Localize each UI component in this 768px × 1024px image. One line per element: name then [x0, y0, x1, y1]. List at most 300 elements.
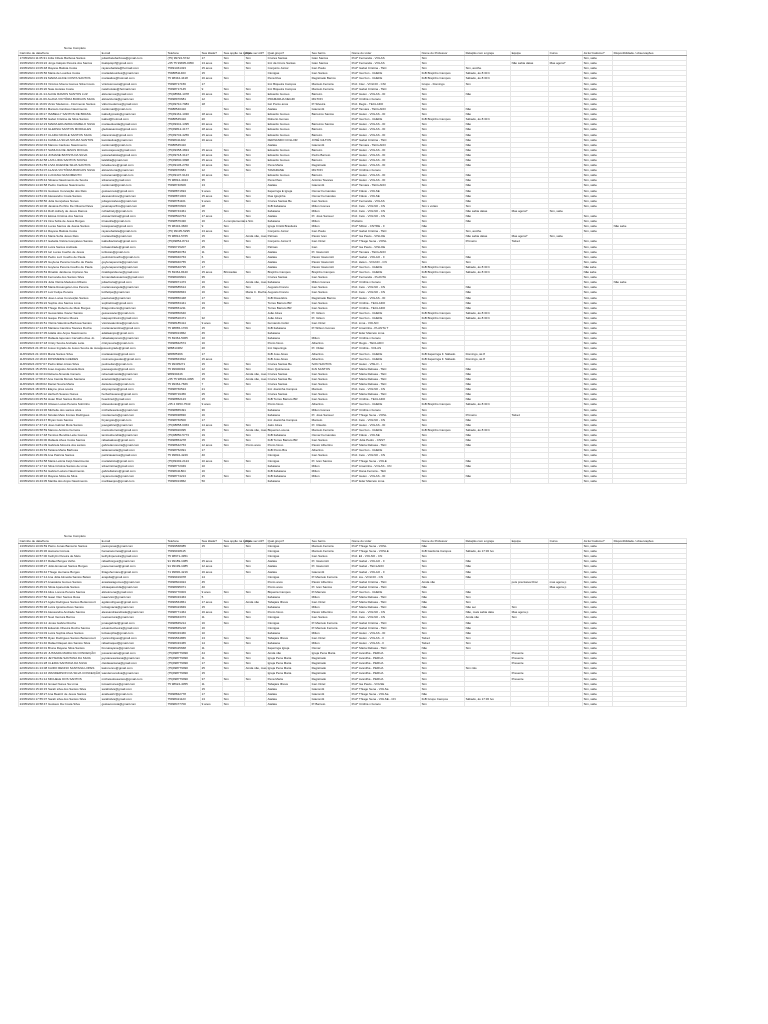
- table-row: [19, 152, 687, 157]
- table-cell: huanbraz@gmail.com: [101, 397, 167, 402]
- table-cell: 16 anos: [201, 91, 223, 96]
- table-cell: IGB Itaperinga F. Sábado: [421, 356, 465, 361]
- table-cell: 10/05/2024 15:18:10 Luiza Santos Andrade: [19, 244, 101, 249]
- table-cell: 15: [201, 671, 223, 676]
- table-cell: Sim, sabe: [583, 203, 613, 208]
- table-cell: 09/05/2024 14:20:41 KAMILLA SILVA SOUZA SANTOS: [19, 137, 101, 142]
- table-cell: 75998920095: [167, 427, 201, 432]
- table-cell: 9: [201, 224, 223, 229]
- table-row: [19, 620, 687, 625]
- table-cell: Sim, sabe: [583, 691, 613, 696]
- table-cell: viktormedeiros@gmail.com: [101, 101, 167, 106]
- table-cell: 75998604024: [167, 579, 201, 584]
- table-cell: Prof* Fernanda - VOLAS: [351, 56, 421, 61]
- table-cell: (75)99854-8714: [167, 239, 201, 244]
- table-cell: Não: [465, 392, 511, 397]
- table-cell: Sábado, às 17:30 Ivo: [465, 696, 511, 701]
- table-cell: 75999919078: [167, 574, 201, 579]
- table-row: [19, 224, 687, 229]
- table-cell: mariasofia@gmail.com: [101, 234, 167, 239]
- column-header: Nome do Líder: [351, 539, 421, 544]
- table-cell: Itabaiana: [267, 331, 311, 336]
- table-cell: anajulia@gmail.com: [101, 574, 167, 579]
- table-cell: Prof* Isabel Cristina - TEC: [351, 86, 421, 91]
- table-cell: 14/05/2024 06:58:59 Marcos Antônio Ferreira: [19, 427, 101, 432]
- table-cell: 75 98624-4055: [167, 681, 201, 686]
- table-cell: Prof* Guzzon - CHEFE: [351, 427, 421, 432]
- table-cell: 12 anos: [201, 564, 223, 569]
- table-cell: Clonigas: [267, 549, 311, 554]
- table-cell: Ivan Santos: [311, 392, 351, 397]
- table-cell: luizaandrade@gmail.com: [101, 244, 167, 249]
- table-row: [19, 589, 687, 594]
- table-cell: Sim: [465, 81, 511, 86]
- table-row: [19, 473, 687, 478]
- table-cell: 75998845214: [167, 620, 201, 625]
- table-row: [19, 203, 687, 208]
- table-cell: Não: [465, 433, 511, 438]
- table-cell: Sim: [245, 61, 267, 66]
- table-cell: Sim, sabe: [583, 549, 613, 554]
- table-row: [19, 239, 687, 244]
- table-cell: Barreiro: [311, 132, 351, 137]
- table-cell: 09/05/2024 13:45:47 CLARA NICOLE SANTOS SILVA: [19, 132, 101, 137]
- table-cell: 15 anos: [201, 157, 223, 162]
- table-row: [19, 702, 687, 707]
- table-cell: Prof* Milton - CNTRE - II: [351, 224, 421, 229]
- table-cell: Igreja Pena Maria: [311, 651, 351, 656]
- table-cell: (75)99161-1030: [167, 112, 201, 117]
- table-cell: 16: [201, 620, 223, 625]
- table-cell: 10 anos: [201, 173, 223, 178]
- table-cell: Isic Ponto anos: [267, 101, 311, 106]
- table-cell: Sim, sabe: [583, 86, 613, 91]
- column-header: Curso: [549, 539, 583, 544]
- table-cell: Sim: [421, 122, 465, 127]
- table-cell: Igreja Pena Maria: [267, 661, 311, 666]
- table-cell: Sim: [421, 244, 465, 249]
- table-cell: 9 anos: [201, 702, 223, 707]
- table-cell: Tabajara Ilhéus: [267, 681, 311, 686]
- table-cell: Marcelo Ferreira: [311, 427, 351, 432]
- table-cell: Sim, sabe: [583, 412, 613, 417]
- table-cell: Milton: [311, 219, 351, 224]
- table-cell: Sim: [245, 326, 267, 331]
- table-cell: isabellyprado@gmail.com: [101, 112, 167, 117]
- table-cell: Sim, sabe: [583, 56, 613, 61]
- table-cell: 75998502764: [167, 214, 201, 219]
- table-cell: 75999568085: [167, 544, 201, 549]
- table-cell: Sim: [421, 178, 465, 183]
- table-cell: Marcelo Ferreira: [311, 544, 351, 549]
- table-cell: Sim: [245, 640, 267, 645]
- table-cell: Sim, sabe: [583, 275, 613, 280]
- table-cell: 17: [201, 691, 223, 696]
- table-cell: [613, 478, 687, 483]
- table-cell: Sim: [421, 377, 465, 382]
- table-cell: Cruzes Santas Be: [267, 361, 311, 366]
- column-header: Seu bairro: [311, 51, 351, 56]
- table-cell: 988814382: [167, 346, 201, 351]
- table-cell: Biqueira Lucena: [267, 427, 311, 432]
- table-cell: Não: [465, 157, 511, 162]
- table-cell: 09/05/2024 13:17:16 GLEDSIA SANTOS MORALLES: [19, 127, 101, 132]
- table-cell: Prof* Thiago Sena - VOLSa: [351, 691, 421, 696]
- table-cell: Sim: [245, 188, 267, 193]
- table-cell: Sim: [223, 702, 245, 707]
- table-cell: Não: [465, 473, 511, 478]
- table-cell: Jairo Alves: [267, 422, 311, 427]
- table-cell: Sábado, às 8:30 Ii: [465, 270, 511, 275]
- table-cell: 75998717145: [167, 86, 201, 91]
- table-cell: Sim: [421, 193, 465, 198]
- table-cell: Não: [465, 417, 511, 422]
- table-row: [19, 219, 687, 224]
- table-cell: 09/05/2024 15:02:03 Marcos Cardoso Nascimento: [19, 142, 101, 147]
- table-row: [19, 310, 687, 315]
- table-cell: Mas agora?: [549, 61, 583, 66]
- table-cell: Atalaia: [267, 559, 311, 564]
- table-cell: Prof* Guzzon - CHEFE: [351, 402, 421, 407]
- table-cell: rayanebatista@gmail.com: [101, 229, 167, 234]
- table-cell: Pena Maria: [267, 163, 311, 168]
- table-row: [19, 295, 687, 300]
- table-cell: 15: [201, 285, 223, 290]
- table-cell: Sim, sabe: [583, 681, 613, 686]
- table-cell: 14/05/2024 13:17:14 Ana Júlia Almeida Santos Belém: [19, 574, 101, 579]
- table-cell: mas agora p: [549, 579, 583, 584]
- table-cell: lucasjuana@gmail.com: [101, 224, 167, 229]
- table-cell: Sim: [223, 651, 245, 656]
- table-cell: Sim: [421, 147, 465, 152]
- table-cell: Sim, sabe: [583, 377, 613, 382]
- table-cell: 75998940755: [167, 259, 201, 264]
- table-cell: Sim: [223, 615, 245, 620]
- table-cell: Prof* Guzzon - CHEFE: [351, 264, 421, 269]
- table-cell: Sim: [223, 666, 245, 671]
- table-cell: Pastor Giacomitt: [311, 264, 351, 269]
- table-cell: 15: [201, 427, 223, 432]
- table-cell: 25: [201, 392, 223, 397]
- table-cell: 11: [201, 615, 223, 620]
- table-row: [19, 564, 687, 569]
- table-cell: 14/05/2024 13:49:54 Tatiana Maria Barbosa: [19, 448, 101, 453]
- table-cell: Atalaia: [267, 259, 311, 264]
- table-cell: 75998968843: [167, 290, 201, 295]
- table-cell: Ainda não: [421, 579, 465, 584]
- table-cell: Prof* Guzzon - CHEFE: [351, 71, 421, 76]
- table-row: [19, 630, 687, 635]
- table-cell: 11/05/2024 20:57:07 Pedro Elian Arcas Silva: [19, 361, 101, 366]
- table-cell: Marcelo: [311, 387, 351, 392]
- table-cell: Prof. Lia - VOLNO - CN: [351, 574, 421, 579]
- table-cell: Prof* Fernanda - VOLAS: [351, 61, 421, 66]
- table-cell: 16: [201, 219, 223, 224]
- table-cell: [511, 702, 549, 707]
- table-cell: Sim: [223, 443, 245, 448]
- table-cell: Sim: [421, 91, 465, 96]
- table-cell: kairorenno@gmail.com: [101, 666, 167, 671]
- table-cell: 14/05/2024 10:46:00 Rafaela Alves Costa Santos: [19, 438, 101, 443]
- table-cell: Sim: [421, 219, 465, 224]
- column-header: Pode ser útil?: [245, 51, 267, 56]
- table-cell: Sábado, às 8:30 Ii: [465, 76, 511, 81]
- table-cell: 13: [201, 183, 223, 188]
- table-cell: Sim: [421, 249, 465, 254]
- table-cell: Sim: [245, 559, 267, 564]
- table-cell: Pr.Marcelo: [311, 589, 351, 594]
- table-cell: 13/05/2024 17:47:23 Joao Gabriel Mota Santos: [19, 422, 101, 427]
- table-cell: 13/05/2024 13:48:47 Rafael Borges Velho: [19, 559, 101, 564]
- table-cell: 10/05/2024 20:37:35 Adalia dos Anjos Nascimento: [19, 331, 101, 336]
- column-header: Carimbo de data/hora: [19, 539, 101, 544]
- table-cell: Sim: [245, 635, 267, 640]
- table-cell: joaogabriel@gmail.com: [101, 422, 167, 427]
- table-cell: Sim: [421, 66, 465, 71]
- table-cell: 75998013862: [167, 331, 201, 336]
- table-cell: Talvez: [421, 635, 465, 640]
- table-cell: 22/05/2024 16:33:09 Eduardo Oliveira Rocha Santos: [19, 625, 101, 630]
- table-cell: Barreiros Santos: [311, 112, 351, 117]
- table-cell: Prof* Thiago Sena - VOLE: [351, 458, 421, 463]
- table-cell: Prof* Guzzon - CHEFE: [351, 589, 421, 594]
- table-cell: claranicole@gmail.com: [101, 132, 167, 137]
- table-cell: Sim, sabe: [583, 402, 613, 407]
- table-cell: Prof* Helen - VOLAS - ID: [351, 152, 421, 157]
- table-cell: Prof* Helen - VOLAS - ID: [351, 147, 421, 152]
- table-cell: Pr. Giacomitt: [311, 559, 351, 564]
- table-cell: Sim: [421, 448, 465, 453]
- table-cell: Inic Joaninha Campos: [267, 387, 311, 392]
- table-cell: cardomail@gmail.com: [101, 183, 167, 188]
- table-cell: 23/05/2024 20:49:12 Ismael Nunes Sa Lima: [19, 681, 101, 686]
- table-cell: Sim, sabe: [583, 554, 613, 559]
- table-cell: (75) 99135-5295: [167, 229, 201, 234]
- table-cell: 14/05/2024 15:46:09 Ana Patrícia Santos: [19, 453, 101, 458]
- table-cell: 91 99199-1085: [167, 564, 201, 569]
- table-cell: Prof* Isa Paulo - VISLOE: [351, 244, 421, 249]
- table-cell: Sim, sabe: [583, 696, 613, 701]
- table-row: [19, 96, 687, 101]
- table-cell: Itabaiana: [267, 463, 311, 468]
- table-cell: Não sabia datas: [465, 234, 511, 239]
- table-cell: fernandadossantos@gmail.com: [101, 275, 167, 280]
- table-cell: Sim: [223, 224, 245, 229]
- table-cell: Registrado: [311, 666, 351, 671]
- table-cell: Milton: [311, 630, 351, 635]
- table-cell: IGB Gardoria Campos: [421, 549, 465, 554]
- table-cell: IGB Itaperinga F. Sábado: [421, 351, 465, 356]
- table-row: [19, 275, 687, 280]
- column-header: Pode ser útil?: [245, 539, 267, 544]
- table-row: [19, 366, 687, 371]
- table-cell: Sim: [245, 91, 267, 96]
- table-cell: 10/05/2024 16:45:37 Luiz Felipe Pereira: [19, 290, 101, 295]
- column-header: Relação com a igreja: [465, 539, 511, 544]
- table-cell: 75998870603: [167, 203, 201, 208]
- table-cell: Sim, sabe: [583, 224, 613, 229]
- table-cell: Presente: [511, 656, 549, 661]
- table-cell: 9 anos: [201, 320, 223, 325]
- table-cell: Sim, sabe: [583, 448, 613, 453]
- table-cell: 23/05/2024 15:20:15 Sarah silva dos Santos Silva: [19, 686, 101, 691]
- table-cell: 10/05/2024 15:35:15 Iuri Lucas Coelho de Jesus: [19, 249, 101, 254]
- table-cell: A complementar: [223, 219, 246, 224]
- table-cell: 75998774213: [167, 473, 201, 478]
- table-cell: Sim: [245, 438, 267, 443]
- table-cell: Sim, sabe: [583, 183, 613, 188]
- table-cell: Maria C. Rocha: [245, 290, 267, 295]
- table-cell: Sim, sabe: [583, 244, 613, 249]
- table-cell: 75998653441: [167, 300, 201, 305]
- table-cell: 10/05/2024 16:39:58 Maria Rosangela Lima Pereira: [19, 285, 101, 290]
- table-cell: Mas agora?: [511, 208, 549, 213]
- table-row: [19, 544, 687, 549]
- table-cell: Sim, sabe: [583, 559, 613, 564]
- table-cell: Prof* Avanilha - PERUA: [351, 651, 421, 656]
- table-cell: 09/05/2024 10:48:56 Isabel Cristina da Silva Santos: [19, 117, 101, 122]
- table-cell: Marcelo Ferreira: [311, 86, 351, 91]
- table-row: [19, 331, 687, 336]
- table-cell: Sim: [421, 183, 465, 188]
- table-cell: Não: [465, 188, 511, 193]
- table-cell: Sim: [223, 208, 245, 213]
- table-row: [19, 326, 687, 331]
- table-cell: 18: [201, 101, 223, 106]
- table-cell: Sim: [421, 326, 465, 331]
- table-cell: Marcelo Ferreira: [311, 549, 351, 554]
- table-cell: IGB Brejinho Campos: [421, 117, 465, 122]
- table-cell: 14/05/2024 10:51:09 Gabriela Moreira dos santos: [19, 443, 101, 448]
- table-cell: Sim: [223, 147, 245, 152]
- table-cell: +55 4 9353-7543: [167, 402, 201, 407]
- table-cell: Antônio Tavares: [311, 178, 351, 183]
- table-cell: 40: [201, 453, 223, 458]
- table-cell: 15: [201, 361, 223, 366]
- table-cell: Sim, sabe: [583, 625, 613, 630]
- table-cell: 75 98865-1709: [167, 326, 201, 331]
- table-cell: 16/05/2024 19:43:05 Marília dos Anjos Nascimento: [19, 478, 101, 483]
- table-cell: Sim, sabe: [583, 117, 613, 122]
- table-cell: Pr. Ivan Santos: [311, 458, 351, 463]
- table-cell: 11/05/2024 17:58:47 Ana Camila Morais Santana: [19, 377, 101, 382]
- table-cell: Sim: [245, 127, 267, 132]
- table-cell: 15: [201, 438, 223, 443]
- table-cell: 15: [201, 371, 223, 376]
- table-cell: 75998852123: [167, 397, 201, 402]
- table-cell: Sim: [421, 433, 465, 438]
- table-cell: Augusto Franco: [267, 285, 311, 290]
- table-cell: sophielima@gmail.com: [101, 300, 167, 305]
- table-cell: Sim: [421, 438, 465, 443]
- table-cell: Prof* Cinthia x buraco: [351, 407, 421, 412]
- table-cell: 75998752091: [167, 448, 201, 453]
- table-cell: (75)99341-1395: [167, 122, 201, 127]
- table-cell: Prof* Thiago Sena - VOSL: [351, 544, 421, 549]
- table-cell: danielsouza@gmail.com: [101, 382, 167, 387]
- table-cell: mariaeduarda@gmail.com: [101, 122, 167, 127]
- table-cell: 16: [201, 341, 223, 346]
- table-cell: Milton: [311, 595, 351, 600]
- table-cell: Prof. Celo - VOLNO - CN: [351, 417, 421, 422]
- table-cell: Sim: [421, 569, 465, 574]
- table-cell: Ivan Ontel: [311, 681, 351, 686]
- table-cell: 11/05/2024 11:33:44 Rebeca Almeida Camelo: [19, 371, 101, 376]
- table-cell: Prof* Helen - VOLAS - ID: [351, 122, 421, 127]
- table-cell: Prof* Isabel - TECLADO: [351, 564, 421, 569]
- table-cell: Presente: [511, 651, 549, 656]
- table-cell: Sim, sabe: [583, 147, 613, 152]
- table-cell: 9 anos: [201, 198, 223, 203]
- table-cell: Não: [465, 300, 511, 305]
- table-cell: 17: [201, 351, 223, 356]
- table-cell: Sim: [223, 107, 245, 112]
- table-cell: 15: [201, 377, 223, 382]
- table-cell: 10/05/2024 15:59:09 Thiago Roberto de Melo Borges: [19, 305, 101, 310]
- table-cell: Pastor Giacomitt: [311, 254, 351, 259]
- table-cell: 75 99900094: [167, 366, 201, 371]
- table-cell: Sim: [223, 157, 245, 162]
- table-cell: Sim: [245, 422, 267, 427]
- table-cell: Sim: [223, 320, 245, 325]
- table-cell: Sim, sabe: [583, 468, 613, 473]
- table-cell: Sim: [421, 346, 465, 351]
- table-cell: [465, 702, 511, 707]
- table-cell: Não: [465, 422, 511, 427]
- table-cell: Sim: [245, 361, 267, 366]
- table-row: [19, 686, 687, 691]
- table-cell: Sim, sabe: [583, 331, 613, 336]
- table-cell: Sim: [421, 254, 465, 259]
- table-cell: Prof* Helen - VOLAS - ID: [351, 173, 421, 178]
- table-cell: Não: [421, 224, 465, 229]
- table-row: [19, 214, 687, 219]
- table-cell: 75998743461: [167, 208, 201, 213]
- table-cell: jonasgabriel@gmail.com: [101, 620, 167, 625]
- table-cell: Prof* Thiago Sena - VOSL: [351, 239, 421, 244]
- table-cell: herbethsoares@gmail.com: [101, 392, 167, 397]
- table-cell: Sim: [421, 453, 465, 458]
- table-row: [19, 142, 687, 147]
- table-row: [19, 259, 687, 264]
- table-cell: Prof* Helen - VOLAS - ID: [351, 163, 421, 168]
- table-cell: 09/05/2024 16:00:44 Lucas Santos da Juana Santos: [19, 224, 101, 229]
- table-cell: Prof* Marta Rebasa - TEC: [351, 392, 421, 397]
- table-cell: Prof* Helen - VOLAS - ID: [351, 295, 421, 300]
- table-cell: jussaramaria@gmail.com: [101, 651, 167, 656]
- table-cell: 09/05/2024 11:08:17 ISABELLY SANTOS DE BRASIL: [19, 112, 101, 117]
- table-cell: 15 anos: [201, 132, 223, 137]
- table-cell: Atalaia: [267, 249, 311, 254]
- table-cell: anastasiagomes@gmail.com: [101, 579, 167, 584]
- table-cell: Sim: [421, 564, 465, 569]
- table-cell: 75998760500: [167, 417, 201, 422]
- table-cell: Eduardo Gomes: [267, 173, 311, 178]
- table-cell: 35: [201, 178, 223, 183]
- table-cell: (75)99136-2760: [167, 163, 201, 168]
- table-cell: rayanebatista@hotmail.com: [101, 66, 167, 71]
- table-cell: 75988511463: [167, 71, 201, 76]
- table-cell: Sim: [223, 371, 245, 376]
- table-cell: 23/05/2024 17:48:27 Ana Beatriz de Jesus Santos: [19, 691, 101, 696]
- table-cell: Inic Biqueira Campos: [267, 81, 311, 86]
- table-cell: 09/05/2024 16:40:31 LUCIANA NASCIMENTO: [19, 173, 101, 178]
- table-cell: Sim, sabe: [583, 142, 613, 147]
- table-cell: 75998772049: [167, 463, 201, 468]
- table-cell: 75998421123: [167, 696, 201, 701]
- table-cell: Sim: [421, 686, 465, 691]
- table-row: [19, 549, 687, 554]
